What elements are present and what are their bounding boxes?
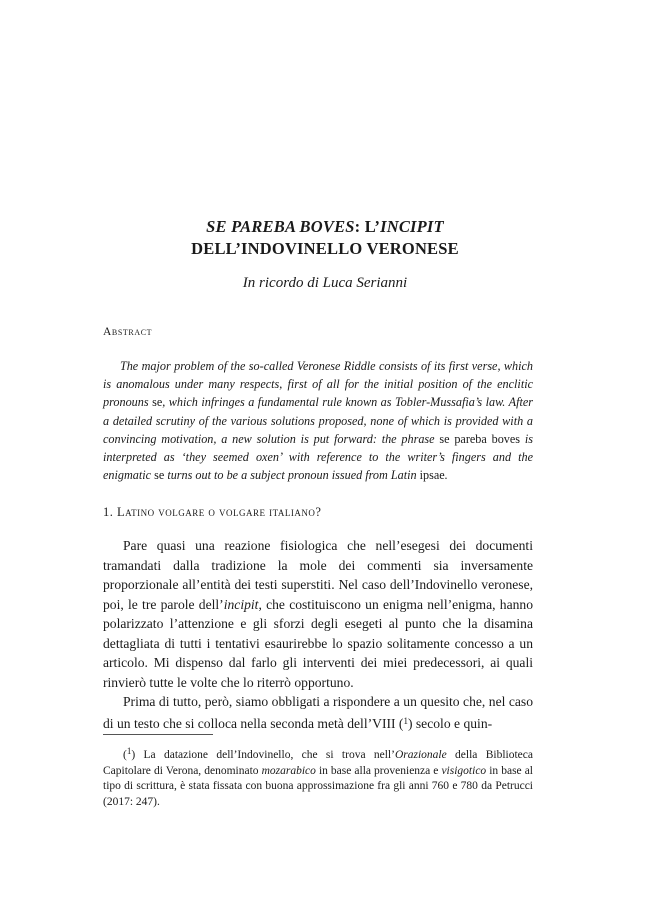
footnote-segment: in base al tipo di scrittura, è stata fissata con buona approssimazione fra gli anni 760 e 780 da Petrucci (2017: 247).: [103, 764, 533, 808]
footnote-segment: della Biblioteca Capitolare di Verona, denominato: [103, 749, 533, 777]
abstract-segment: The major problem of the so-called Veronese Riddle consists of its first verse, which is anomalous under many respects, first of all for the initial position of the enclitic pronouns: [103, 359, 534, 410]
abstract-term: ipsae: [419, 468, 445, 483]
footnote-term: mozarabico: [261, 764, 316, 777]
footnote-segment: La datazione dell’Indovinello, che si trova nell’: [135, 749, 395, 761]
title-incipit: INCIPIT: [380, 217, 444, 236]
dedication: In ricordo di Luca Serianni: [242, 275, 408, 291]
paragraph-segment: Pare quasi una reazione fisiologica che nell’esegesi dei documenti tramandati dalla tradizione la mole dei commenti sia inversamente proporzionale all’entità dei testi superstiti. Nel caso dell’Indovinello veronese, poi, le tre parole dell’: [103, 538, 533, 612]
abstract-text: [103, 357, 533, 484]
abstract-term: se pareba boves: [439, 431, 521, 446]
abstract-term: se: [154, 468, 165, 483]
article-title-line-2: DELL’INDOVINELLO VERONESE: [191, 239, 459, 258]
section-heading: [103, 505, 321, 520]
footnote-term: visigotico: [441, 764, 487, 777]
body-text: [103, 536, 533, 733]
paragraph-segment: , che costituiscono un enigma nell’enigma, hanno polarizzato l’attenzione e gli sforzi degli esegeti al punto che la disamina dettagliata di tutti i tentativi esaurirebbe lo spazio solitamente concesso a un articolo. Mi dispenso dal farlo gli interventi dei miei predecessori, ai quali rinvierò tutte le volte che lo riterrò opportuno.: [103, 596, 533, 690]
footnote-number: 1: [126, 746, 132, 756]
section-number: 1.: [103, 505, 114, 519]
footnote-divider: [103, 734, 213, 735]
footnote-text: ($^1$) La datazione dell’Indovinello, che si trova nell’Orazionale della Biblioteca Capitolare di Verona, denominato mozarabico in base alla provenienza e visigotico in base al tipo di scrittura, è stata fissata con buona approssimazione fra gli anni 760 e 780 da Petrucci (2017: 247).: [103, 746, 533, 808]
paragraph-segment: Prima di tutto, però, siamo obbligati a rispondere a un quesito che, nel caso di un testo che si colloca nella seconda metà dell’VIII (: [103, 694, 533, 731]
abstract-segment: turns out to be a subject pronoun issued from Latin: [164, 468, 420, 483]
footnote-reference[interactable]: 1: [403, 715, 408, 726]
article-title-line-1: [0, 217, 650, 237]
abstract-segment: is interpreted as ‘they seemed oxen’ with reference to the writer’s fingers and the enigmatic: [103, 431, 533, 483]
paragraph-segment: ) secolo e quin-: [407, 715, 493, 731]
title-separator: : L’: [354, 217, 381, 236]
abstract-segment: .: [444, 468, 448, 483]
abstract-segment: , which infringes a fundamental rule known as Tobler-Mussafia’s law. After a detailed scrutiny of the various solutions proposed, none of which is provided with a convincing motivation, a new solution is put forward: the phrase: [103, 395, 533, 446]
paragraph: [103, 536, 533, 692]
footnote: [103, 744, 533, 810]
paragraph: [103, 692, 533, 733]
footnote-term: Orazionale: [394, 749, 447, 761]
footnote-segment: in base alla provenienza e: [315, 764, 442, 777]
paragraph-term: incipit: [223, 596, 259, 612]
section-title: Latino volgare o volgare italiano?: [117, 505, 322, 519]
abstract-heading: Abstract: [103, 326, 153, 338]
abstract-term: se: [152, 395, 163, 410]
title-phrase: SE PAREBA BOVES: [206, 217, 355, 236]
